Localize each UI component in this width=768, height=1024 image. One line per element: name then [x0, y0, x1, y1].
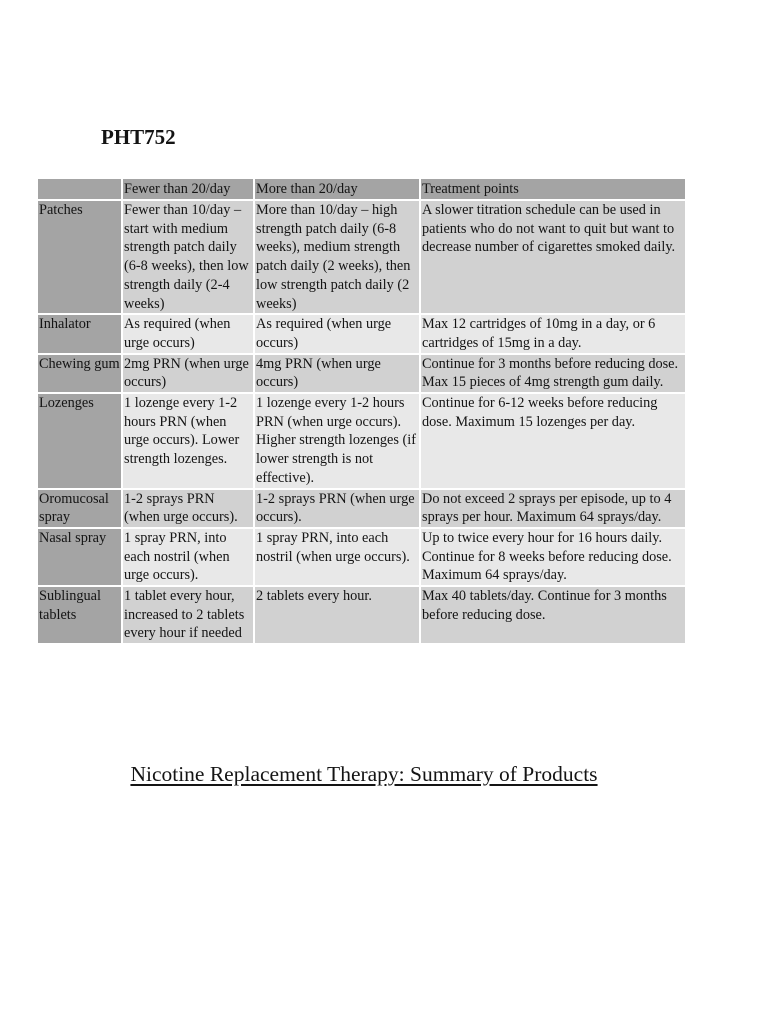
points-cell: Up to twice every hour for 16 hours daily. Continue for 8 weeks before reducing dose. Maximum 64 sprays/day.: [420, 528, 685, 586]
points-cell: Max 12 cartridges of 10mg in a day, or 6 cartridges of 15mg in a day.: [420, 314, 685, 353]
more-cell: 1-2 sprays PRN (when urge occurs).: [254, 489, 420, 528]
points-cell: Continue for 3 months before reducing dose. Max 15 pieces of 4mg strength gum daily.: [420, 354, 685, 393]
product-name: Patches: [38, 200, 122, 314]
header-treatment-points: Treatment points: [420, 179, 685, 200]
product-name: Nasal spray: [38, 528, 122, 586]
fewer-cell: Fewer than 10/day – start with medium strength patch daily (6-8 weeks), then low strength daily (2-4 weeks): [122, 200, 254, 314]
points-cell: Max 40 tablets/day. Continue for 3 months before reducing dose.: [420, 586, 685, 644]
points-cell: A slower titration schedule can be used in patients who do not want to quit but want to decrease number of cigarettes smoked daily.: [420, 200, 685, 314]
table-row-lozenges: [38, 393, 685, 489]
fewer-cell: 1 spray PRN, into each nostril (when urge occurs).: [122, 528, 254, 586]
header-more-than-20: More than 20/day: [254, 179, 420, 200]
more-cell: 2 tablets every hour.: [254, 586, 420, 644]
product-name: Inhalator: [38, 314, 122, 353]
header-product: [38, 179, 122, 200]
product-name: Lozenges: [38, 393, 122, 489]
more-cell: More than 10/day – high strength patch daily (6-8 weeks), medium strength patch daily (2 weeks), then low strength patch daily (2 weeks): [254, 200, 420, 314]
points-cell: Continue for 6-12 weeks before reducing dose. Maximum 15 lozenges per day.: [420, 393, 685, 489]
table-row-chewing-gum: [38, 354, 685, 393]
more-cell: 1 lozenge every 1-2 hours PRN (when urge occurs). Higher strength lozenges (if lower strength is not effective).: [254, 393, 420, 489]
table-row-sublingual-tablets: [38, 586, 685, 644]
product-name: Sublingual tablets: [38, 586, 122, 644]
nrt-summary-table: [38, 179, 685, 645]
table-header-row: [38, 179, 685, 200]
fewer-cell: 1-2 sprays PRN (when urge occurs).: [122, 489, 254, 528]
points-cell: Do not exceed 2 sprays per episode, up to 4 sprays per hour. Maximum 64 sprays/day.: [420, 489, 685, 528]
table-caption: Nicotine Replacement Therapy: Summary of Products: [130, 762, 598, 786]
fewer-cell: 1 lozenge every 1-2 hours PRN (when urge occurs). Lower strength lozenges.: [122, 393, 254, 489]
more-cell: As required (when urge occurs): [254, 314, 420, 353]
fewer-cell: 2mg PRN (when urge occurs): [122, 354, 254, 393]
table-row-patches: [38, 200, 685, 314]
more-cell: 4mg PRN (when urge occurs): [254, 354, 420, 393]
header-fewer-than-20: Fewer than 20/day: [122, 179, 254, 200]
fewer-cell: 1 tablet every hour, increased to 2 tablets every hour if needed: [122, 586, 254, 644]
fewer-cell: As required (when urge occurs): [122, 314, 254, 353]
more-cell: 1 spray PRN, into each nostril (when urge occurs).: [254, 528, 420, 586]
product-name: Oromucosal spray: [38, 489, 122, 528]
table-row-oromucosal-spray: [38, 489, 685, 528]
product-name: Chewing gum: [38, 354, 122, 393]
document-code: PHT752: [101, 125, 176, 149]
table-row-inhalator: [38, 314, 685, 353]
table-row-nasal-spray: [38, 528, 685, 586]
